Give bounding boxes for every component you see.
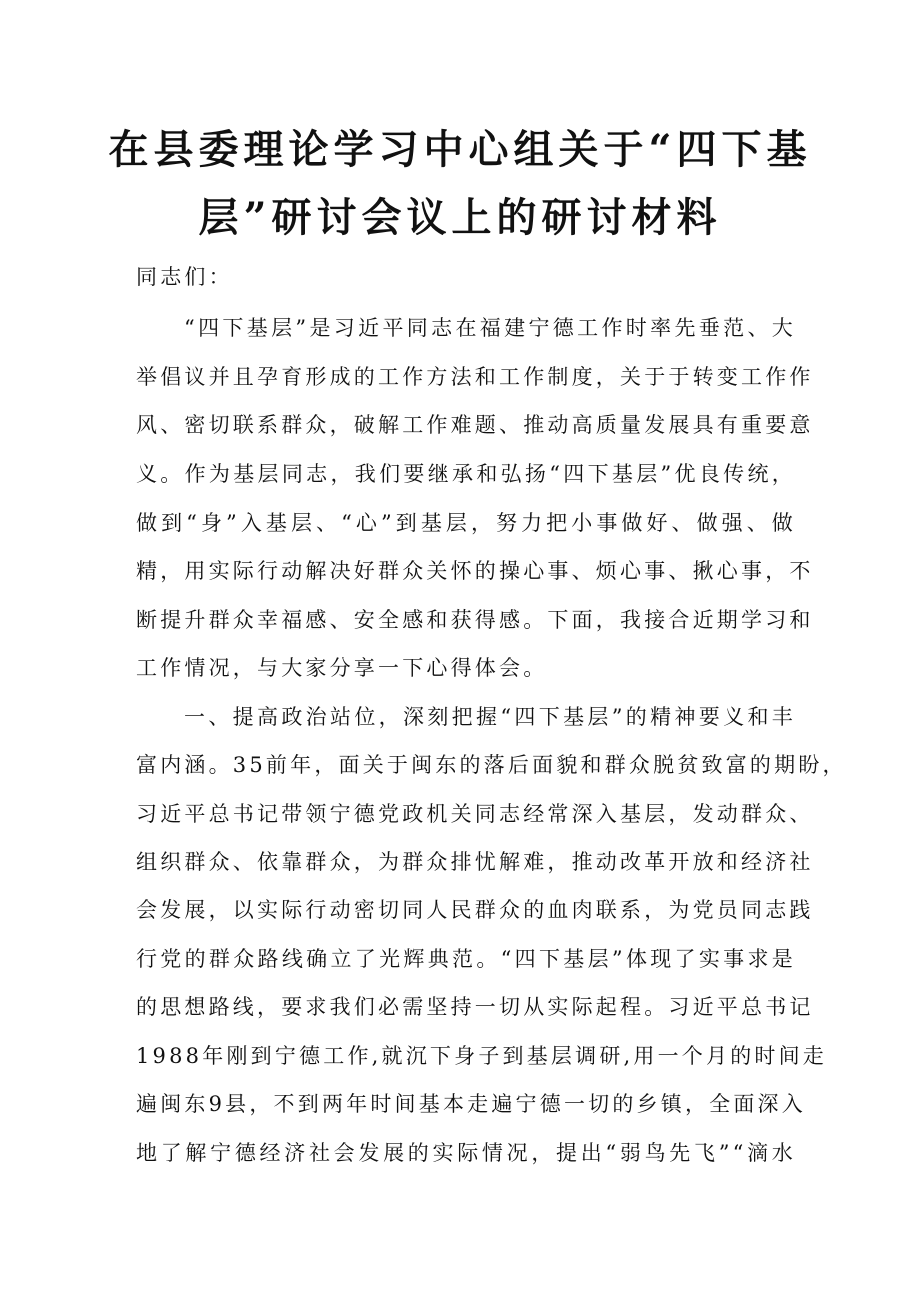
paragraph-line: 行党的群众路线确立了光辉典范。“四下基层”体现了实事求是 (136, 947, 796, 971)
document-title-line-2: 层”研讨会议上的研讨材料 (198, 194, 722, 241)
paragraph-line: 工作情况，与大家分享一下心得体会。 (136, 656, 548, 680)
paragraph-line: 会发展，以实际行动密切同人民群众的血肉联系，为党员同志践 (136, 898, 814, 922)
paragraph-line: 组织群众、依靠群众，为群众排忧解难，推动改革开放和经济社 (136, 850, 814, 874)
paragraph-line: “四下基层”是习近平同志在福建宁德工作时率先垂范、大 (184, 316, 796, 340)
paragraph-line: 风、密切联系群众，破解工作难题、推动高质量发展具有重要意 (136, 413, 814, 437)
paragraph-line: 做到“身”入基层、“心”到基层，努力把小事做好、做强、做 (136, 511, 796, 535)
paragraph-line: 精，用实际行动解决好群众关怀的操心事、烦心事、揪心事，不 (136, 559, 814, 583)
paragraph-line: 1988年刚到宁德工作,就沉下身子到基层调研,用一个月的时间走 (136, 1044, 827, 1068)
paragraph-line: 一、提高政治站位，深刻把握“四下基层”的精神要义和丰 (184, 705, 796, 729)
paragraph-line: 地了解宁德经济社会发展的实际情况，提出“弱鸟先飞”“滴水 (136, 1141, 796, 1165)
paragraph-line: 习近平总书记带领宁德党政机关同志经常深入基层，发动群众、 (136, 802, 814, 826)
paragraph-line: 遍闽东9县，不到两年时间基本走遍宁德一切的乡镇，全面深入 (136, 1092, 806, 1116)
paragraph-line: 举倡议并且孕育形成的工作方法和工作制度，关于于转变工作作 (136, 365, 814, 389)
salutation: 同志们： (136, 265, 233, 289)
paragraph-line: 断提升群众幸福感、安全感和获得感。下面，我接合近期学习和 (136, 608, 814, 632)
paragraph-line: 的思想路线，要求我们必需坚持一切从实际起程。习近平总书记 (136, 995, 814, 1019)
document-title-line-1: 在县委理论学习中心组关于“四下基 (108, 126, 812, 173)
paragraph-line: 富内涵。35前年，面关于闽东的落后面貌和群众脱贫致富的期盼， (136, 753, 847, 777)
paragraph-line: 义。作为基层同志，我们要继承和弘扬“四下基层”优良传统， (136, 462, 796, 486)
